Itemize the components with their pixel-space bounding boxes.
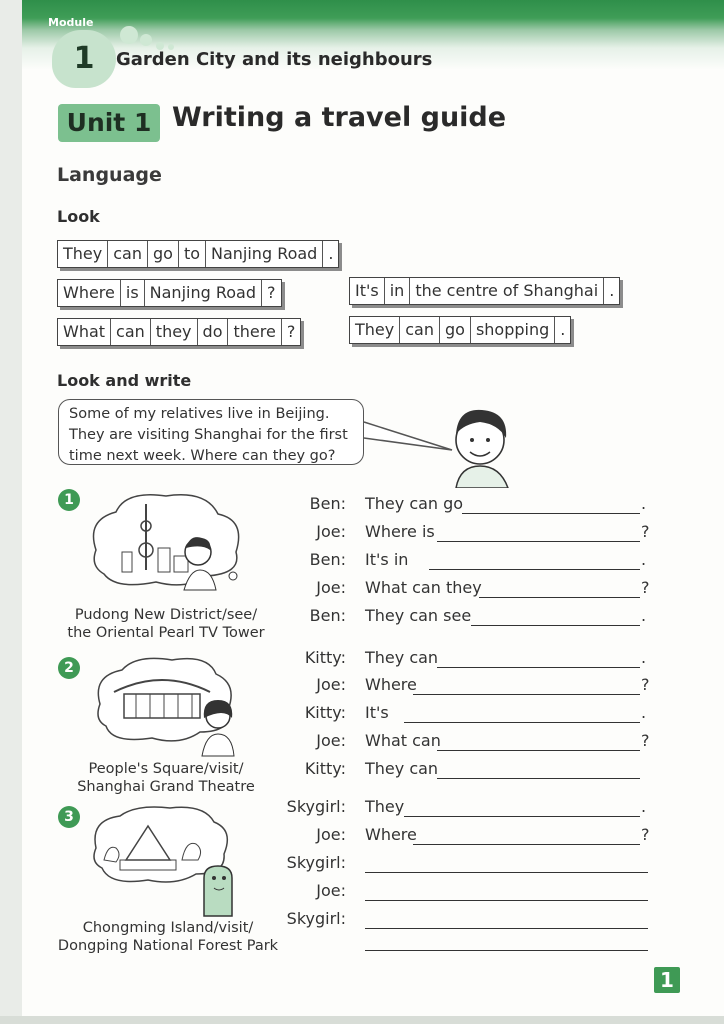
strip-word: .: [560, 320, 566, 339]
dialogue-speaker: Joe:: [316, 825, 346, 844]
strip-word: go: [148, 241, 179, 267]
section-look: Look: [57, 207, 100, 226]
strip-word: there: [228, 319, 281, 345]
dialogue-speaker: Ben:: [309, 494, 346, 513]
unit-badge: Unit 1: [58, 104, 160, 142]
caption-line: Chongming Island/visit/: [82, 920, 254, 936]
unit-title: Writing a travel guide: [172, 102, 507, 133]
sentence-strip: [349, 316, 571, 344]
sentence-end-mark: .: [641, 703, 647, 722]
caption-line: Dongping National Forest Park: [57, 938, 279, 954]
dialogue-speaker: Joe:: [316, 881, 346, 900]
dialogue-speaker: Joe:: [316, 578, 346, 597]
answer-blank[interactable]: [404, 722, 640, 723]
answer-blank[interactable]: [365, 950, 648, 951]
caption-line: People's Square/visit/: [88, 761, 244, 777]
module-title: Garden City and its neighbours: [116, 49, 433, 70]
strip-word: can: [400, 317, 440, 343]
dialogue-speaker: Joe:: [316, 675, 346, 694]
strip-word: they: [151, 319, 198, 345]
module-header: [22, 0, 724, 92]
answer-blank[interactable]: [365, 928, 648, 929]
sentence-end-mark: .: [641, 648, 647, 667]
caption-line: the Oriental Pearl TV Tower: [67, 625, 265, 641]
answer-blank[interactable]: [365, 872, 648, 873]
answer-blank[interactable]: [404, 816, 640, 817]
sentence-end-mark: .: [641, 797, 647, 816]
sentence-end-mark: .: [641, 606, 647, 625]
strip-word: to: [179, 241, 206, 267]
answer-blank[interactable]: [437, 667, 640, 668]
dialogue-speaker: Skygirl:: [286, 909, 346, 928]
speech-line: Some of my relatives live in Beijing.: [69, 406, 330, 422]
strip-word: They: [350, 317, 400, 343]
answer-blank[interactable]: [437, 541, 640, 542]
answer-blank[interactable]: [413, 844, 641, 845]
dialogue-prompt: Where: [365, 825, 417, 844]
sentence-strip: [57, 279, 282, 307]
strip-word: ?: [267, 283, 276, 302]
answer-blank[interactable]: [413, 694, 641, 695]
dialogue-speaker: Kitty:: [304, 648, 346, 667]
answer-blank[interactable]: [479, 597, 640, 598]
caption-line: Pudong New District/see/: [74, 607, 258, 623]
sentence-end-mark: ?: [641, 578, 650, 597]
sentence-strip: [349, 277, 620, 305]
module-number: 1: [52, 30, 116, 88]
dialogue-speaker: Joe:: [316, 522, 346, 541]
speech-bubble: [58, 399, 364, 465]
exercise-number-3: 3: [58, 806, 80, 828]
sentence-end-mark: .: [641, 494, 647, 513]
page-left-edge: [0, 0, 22, 1024]
section-look-and-write: Look and write: [57, 371, 192, 390]
page-number: 1: [654, 967, 680, 993]
strip-word: What: [58, 319, 111, 345]
dialogue-prompt: They: [365, 797, 405, 816]
answer-blank[interactable]: [437, 750, 640, 751]
strip-word: the centre of Shanghai: [410, 278, 604, 304]
answer-blank[interactable]: [365, 900, 648, 901]
sentence-end-mark: ?: [641, 825, 650, 844]
strip-word: It's: [350, 278, 385, 304]
strip-word: Nanjing Road: [206, 241, 323, 267]
speech-line: time next week. Where can they go?: [69, 448, 336, 464]
dialogue-prompt: Where: [365, 675, 417, 694]
strip-word: do: [198, 319, 229, 345]
section-language: Language: [57, 164, 162, 186]
exercise-number-2: 2: [58, 657, 80, 679]
answer-blank[interactable]: [462, 513, 640, 514]
page-bottom-edge: [0, 1016, 724, 1024]
strip-word: .: [328, 244, 334, 263]
dialogue-prompt: They can see: [365, 606, 472, 625]
dialogue-prompt: They can: [365, 648, 439, 667]
dialogue-prompt: They can go: [365, 494, 464, 513]
strip-word: is: [121, 280, 145, 306]
strip-word: Nanjing Road: [145, 280, 262, 306]
strip-word: Where: [58, 280, 121, 306]
dialogue-speaker: Joe:: [316, 731, 346, 750]
sentence-end-mark: ?: [641, 675, 650, 694]
boy-illustration: [360, 400, 530, 488]
exercise-number-1: 1: [58, 489, 80, 511]
bubble-decoration: [140, 34, 152, 46]
dialogue-prompt: What can they: [365, 578, 482, 597]
caption-line: Shanghai Grand Theatre: [77, 779, 255, 795]
strip-word: can: [111, 319, 151, 345]
strip-word: ?: [286, 322, 296, 341]
dialogue-speaker: Skygirl:: [286, 797, 346, 816]
dialogue-speaker: Ben:: [309, 550, 346, 569]
sentence-strip: [57, 240, 339, 268]
module-label: Module: [48, 16, 94, 29]
answer-blank[interactable]: [471, 625, 640, 626]
dialogue-prompt: What can: [365, 731, 441, 750]
dialogue-prompt: They can: [365, 759, 439, 778]
strip-word: can: [108, 241, 148, 267]
dialogue-speaker: Skygirl:: [286, 853, 346, 872]
dialogue-prompt: Where is: [365, 522, 435, 541]
sentence-strip: [57, 318, 301, 346]
sentence-end-mark: ?: [641, 522, 650, 541]
dialogue-speaker: Ben:: [309, 606, 346, 625]
answer-blank[interactable]: [437, 778, 640, 779]
dialogue-speaker: Kitty:: [304, 759, 346, 778]
speech-line: They are visiting Shanghai for the first: [69, 427, 348, 443]
answer-blank[interactable]: [429, 569, 640, 570]
dialogue-prompt: It's: [365, 703, 389, 722]
strip-word: in: [385, 278, 411, 304]
strip-word: .: [609, 281, 615, 300]
strip-word: shopping: [471, 317, 555, 343]
dialogue-prompt: It's in: [365, 550, 409, 569]
dialogue-speaker: Kitty:: [304, 703, 346, 722]
sentence-end-mark: ?: [641, 731, 650, 750]
strip-word: They: [58, 241, 108, 267]
strip-word: go: [440, 317, 471, 343]
sentence-end-mark: .: [641, 550, 647, 569]
bubble-decoration: [120, 26, 138, 44]
